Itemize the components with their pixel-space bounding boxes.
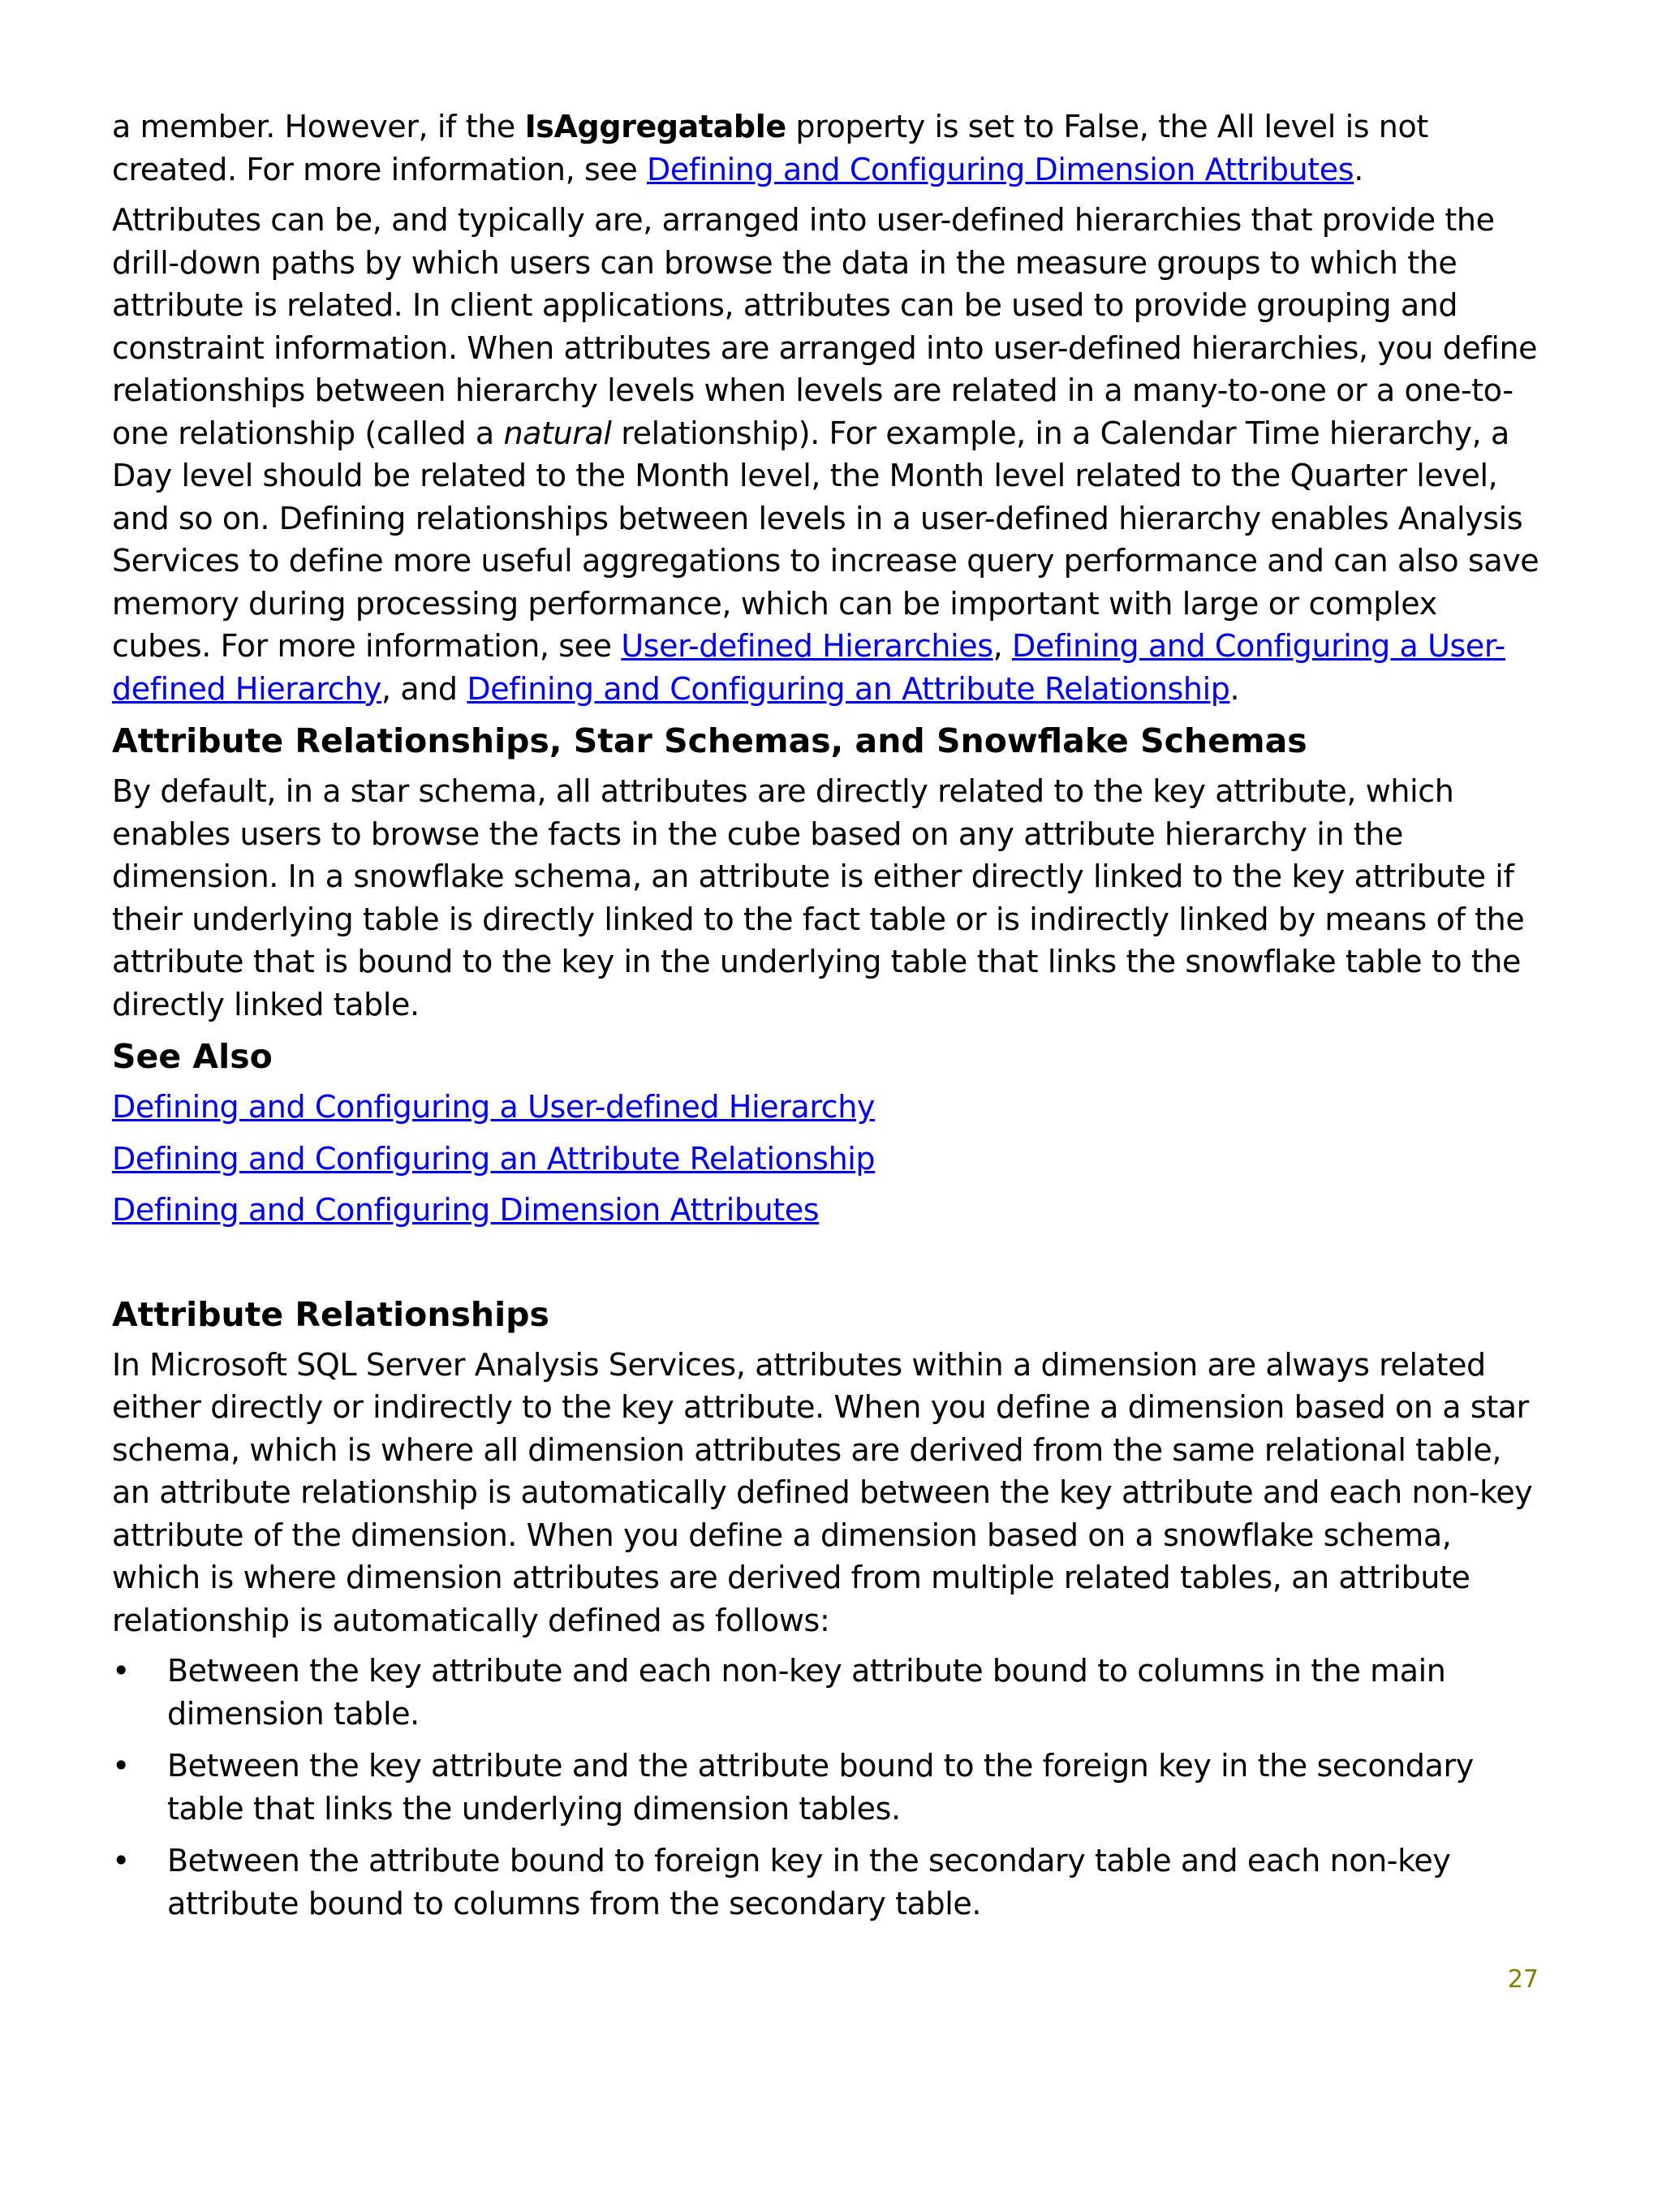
bullet-list	[112, 1650, 1540, 1925]
heading-attribute-relationships: Attribute Relationships	[112, 1294, 549, 1334]
see-also-link-attribute-relationship[interactable]: Defining and Configuring an Attribute Relationship	[112, 1140, 876, 1177]
link-defining-user-defined-hierarchy[interactable]: Defining and Configuring a User-defined Hierarchy	[112, 628, 1505, 707]
paragraph-star-snowflake: By default, in a star schema, all attributes are directly related to the key attribute, which enables users to browse the facts in the cube based on any attribute hierarchy in the dimension. In a snowflake schema, an attribute is either directly linked to the key attribute if their underlying table is directly linked to the fact table or is indirectly linked by means of the attribute that is bound to the key in the underlying table that links the snowflake table to the directly linked table.	[112, 773, 1525, 1022]
list-item: • Between the key attribute and each non-key attribute bound to columns in the main dimension table.	[112, 1650, 1540, 1735]
document-page	[112, 105, 1540, 1934]
paragraph-hierarchies: Attributes can be, and typically are, arranged into user-defined hierarchies that provide the drill-down paths by which users can browse the data in the measure groups to which the attribute is related. In client applications, attributes can be used to provide grouping and constraint information. When attributes are arranged into user-defined hierarchies, you define relationships between hierarchy levels when levels are related in a many-to-one or a one-to-one relationship (called a natural relationship). For example, in a Calendar Time hierarchy, a Day level should be related to the Month level, the Month level related to the Quarter level, and so on. Defining relationships between levels in a user-defined hierarchy enables Analysis Services to define more useful aggregations to increase query performance and can also save memory during processing performance, which can be important with large or complex cubes. For more information, see User-defined Hierarchies, Defining and Configuring a User-defined Hierarchy, and Defining and Configuring an Attribute Relationship.	[112, 202, 1539, 707]
see-also-link-dimension-attributes[interactable]: Defining and Configuring Dimension Attributes	[112, 1192, 820, 1228]
natural-term: natural	[503, 415, 612, 451]
heading-star-snowflake-schemas: Attribute Relationships, Star Schemas, and Snowflake Schemas	[112, 721, 1307, 760]
see-also-list	[112, 1086, 1540, 1232]
list-item: • Between the key attribute and the attribute bound to the foreign key in the secondary table that links the underlying dimension tables.	[112, 1745, 1540, 1830]
page-number: 27	[1507, 1965, 1539, 1994]
paragraph-isaggregatable: a member. However, if the IsAggregatable property is set to False, the All level is not created. For more information, see Defining and Configuring Dimension Attributes.	[112, 109, 1428, 187]
paragraph-attribute-relationships: In Microsoft SQL Server Analysis Services, attributes within a dimension are always related either directly or indirectly to the key attribute. When you define a dimension based on a star schema, which is where all dimension attributes are derived from the same relational table, an attribute relationship is automatically defined between the key attribute and each non-key attribute of the dimension. When you define a dimension based on a snowflake schema, which is where dimension attributes are derived from multiple related tables, an attribute relationship is automatically defined as follows:	[112, 1346, 1533, 1638]
heading-see-also: See Also	[112, 1037, 273, 1076]
link-defining-dimension-attributes[interactable]: Defining and Configuring Dimension Attributes	[646, 151, 1354, 187]
link-defining-attribute-relationship[interactable]: Defining and Configuring an Attribute Relationship	[467, 670, 1230, 707]
isaggregatable-term: IsAggregatable	[524, 109, 786, 144]
see-also-link-user-defined-hierarchy[interactable]: Defining and Configuring a User-defined Hierarchy	[112, 1089, 875, 1125]
bullet-icon: •	[112, 1748, 131, 1784]
link-user-defined-hierarchies[interactable]: User-defined Hierarchies	[621, 628, 993, 664]
list-item: • Between the attribute bound to foreign key in the secondary table and each non-key attribute bound to columns from the secondary table.	[112, 1840, 1540, 1925]
bullet-icon: •	[112, 1843, 131, 1878]
bullet-icon: •	[112, 1653, 131, 1689]
